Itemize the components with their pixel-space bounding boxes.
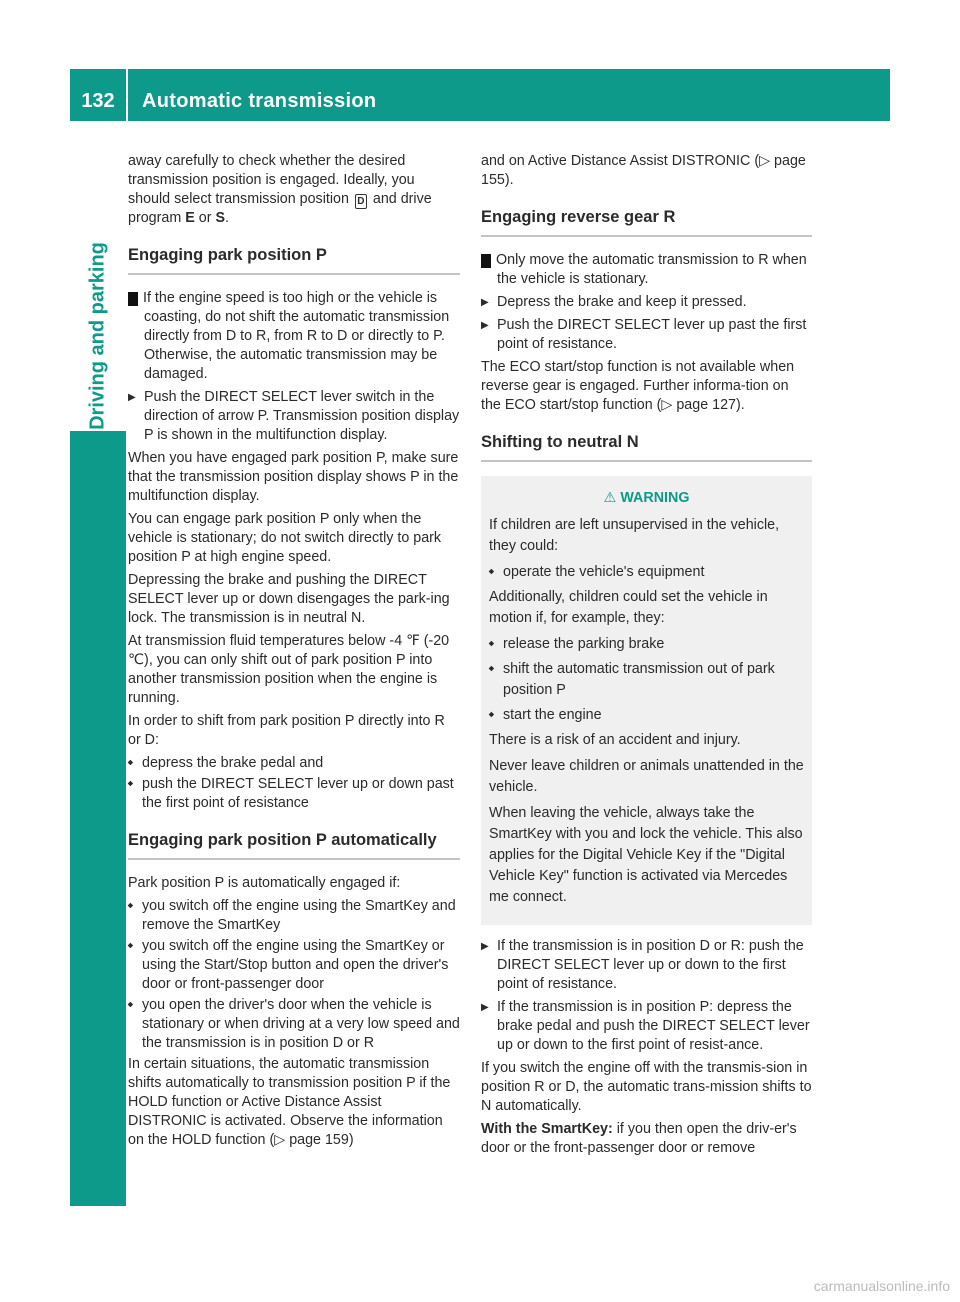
header-divider [126,69,128,121]
section-label: Driving and parking [86,242,109,430]
warning-triangle-icon: ⚠ [603,490,617,506]
heading-park-auto: Engaging park position P automatically [128,831,460,860]
instruction-step: ▶ Depress the brake and keep it pressed. [481,293,812,312]
warning-box [481,476,812,925]
paragraph: In order to shift from park position P directly into R or D: [128,713,445,748]
paragraph: If you switch the engine off with the transmis-sion in position R or D, the automatic trans-mission shifts to N automatically. [481,1060,812,1114]
paragraph: The ECO start/stop function is not available when reverse gear is engaged. Further informa-tion on the ECO start/stop function (▷ page 127). [481,359,795,413]
list-item: ■ release the parking brake [489,634,804,655]
page-header [70,69,890,121]
side-tab [70,121,126,1206]
instruction-step: ▶ Push the DIRECT SELECT lever switch in the direction of arrow P. Transmission position display P is shown in the multifunction display. [128,388,460,445]
heading-park-position: Engaging park position P [128,246,460,275]
paragraph: When leaving the vehicle, always take the SmartKey with you and lock the vehicle. This also applies for the Digital Vehicle Key if the "Digital Vehicle Key" function is activated via Mercedes me connect. [489,805,803,905]
intro-paragraph: away carefully to check whether the desired transmission position is engaged. Ideally, you should select transmission position D and drive program E or S. [128,153,432,226]
caution-note: ! If the engine speed is too high or the vehicle is coasting, do not shift the automatic transmission directly from D to R, from R to D or directly to P. Otherwise, the automatic transmission may be damaged. [123,290,450,382]
chapter-title: Automatic transmission [142,90,377,112]
paragraph: Additionally, children could set the vehicle in motion if, for example, they: [489,589,768,626]
list-item: ■ you open the driver's door when the vehicle is stationary or when driving at a very low speed and the transmission is in position D or R [128,996,460,1053]
paragraph: If children are left unsupervised in the vehicle, they could: [489,517,780,554]
warning-heading: ⚠ WARNING [603,490,690,506]
paragraph: There is a risk of an accident and injury. [489,732,741,748]
paragraph: When you have engaged park position P, make sure that the transmission position display shows P in the multifunction display. [128,450,459,504]
paragraph: With the SmartKey: if you then open the driv-er's door or the front-passenger door or remove [481,1121,797,1156]
heading-neutral: Shifting to neutral N [481,433,812,462]
exclamation-icon: ! [481,254,491,268]
heading-reverse: Engaging reverse gear R [481,208,812,237]
paragraph: Park position P is automatically engaged if: [128,875,401,891]
exclamation-icon: ! [128,292,138,306]
watermark: carmanualsonline.info [813,1278,950,1294]
page-number: 132 [81,90,115,112]
right-column [476,152,812,1162]
caution-note: ! Only move the automatic transmission to R when the vehicle is stationary. [476,252,807,287]
side-color-block [70,431,126,1206]
gear-d-icon: D [355,194,367,209]
list-item: ■ you switch off the engine using the SmartKey and remove the SmartKey [128,897,460,935]
list-item: ■ start the engine [489,705,804,726]
list-item: ■ push the DIRECT SELECT lever up or down past the first point of resistance [128,775,460,813]
list-item: ■ shift the automatic transmission out of park position P [489,659,804,701]
paragraph: You can engage park position P only when the vehicle is stationary; do not switch directly to park position P at high engine speed. [128,511,442,565]
list-item: ■ depress the brake pedal and [128,754,460,773]
list-item: ■ operate the vehicle's equipment [489,562,804,583]
left-column [123,152,460,1154]
list-item: ■ you switch off the engine using the SmartKey or using the Start/Stop button and open the driver's door or front-passenger door [128,937,460,994]
instruction-step: ▶ If the transmission is in position P: depress the brake pedal and push the DIRECT SELECT lever up or down to the first point of resist-ance. [481,998,812,1055]
paragraph: Depressing the brake and pushing the DIRECT SELECT lever up or down disengages the park-ing lock. The transmission is in neutral N. [128,572,450,626]
instruction-step: ▶ Push the DIRECT SELECT lever up past the first point of resistance. [481,316,812,354]
instruction-step: ▶ If the transmission is in position D or R: push the DIRECT SELECT lever up or down to the first point of resistance. [481,937,812,994]
paragraph: Never leave children or animals unattended in the vehicle. [489,758,804,795]
paragraph: and on Active Distance Assist DISTRONIC (▷ page 155). [481,153,806,188]
paragraph: In certain situations, the automatic transmission shifts automatically to transmission position P if the HOLD function or Active Distance Assist DISTRONIC is activated. Observe the information on the HOLD function (▷ page 159) [128,1056,451,1148]
paragraph: At transmission fluid temperatures below -4 ℉ (-20 ℃), you can only shift out of park position P into another transmission position when the engine is running. [128,633,450,706]
